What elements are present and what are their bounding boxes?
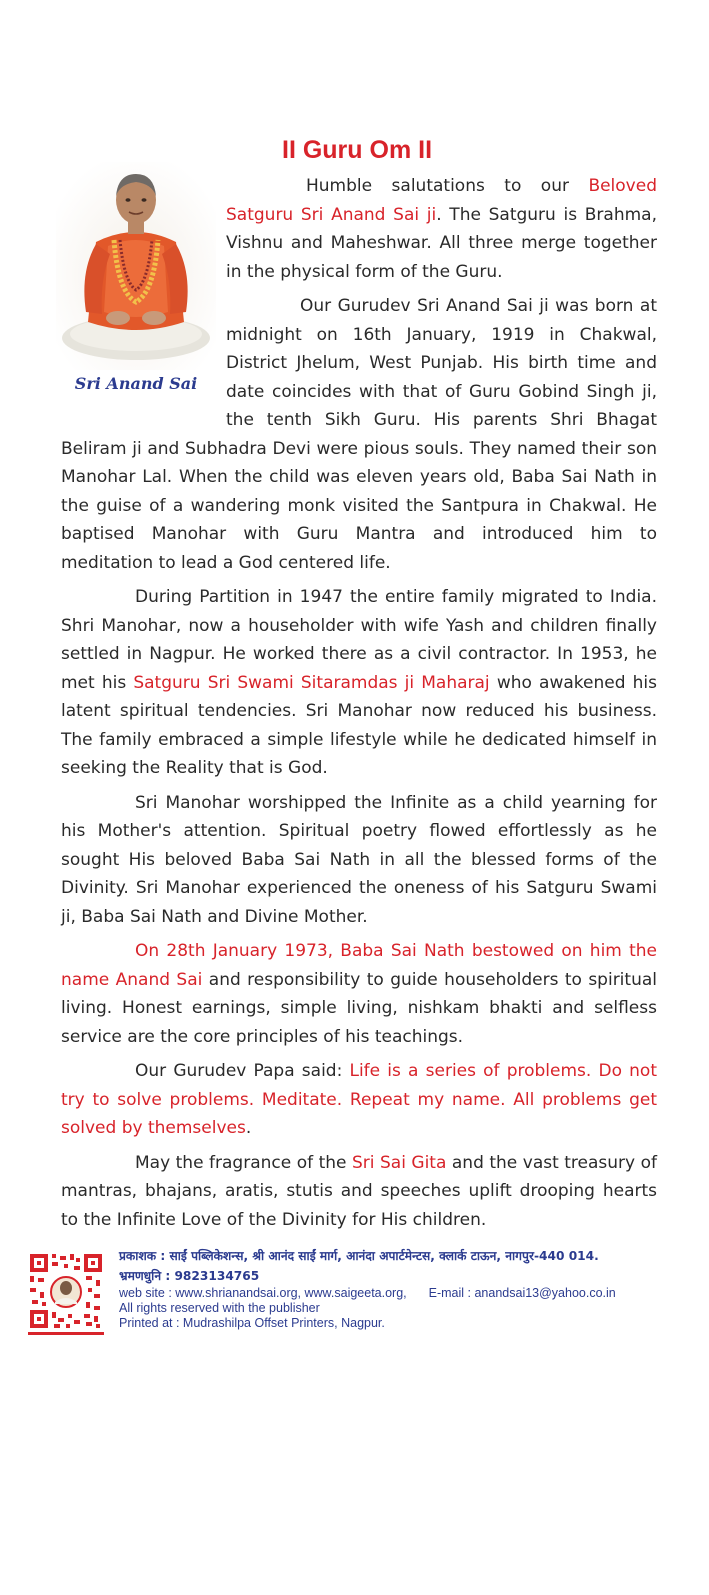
paragraph-1-text-a: Humble salutations to our	[306, 176, 589, 196]
printer-line: Printed at : Mudrashilpa Offset Printers, Nagpur.	[119, 1316, 385, 1330]
portrait-spacer	[61, 172, 226, 432]
paragraph-6-highlight: Life is a series of problems. Do not try to solve problems. Meditate. Repeat my name. All problems get solved by themselves	[61, 1061, 657, 1138]
footer-text	[119, 1246, 709, 1331]
paragraph-3	[61, 583, 657, 783]
paragraph-7	[61, 1149, 657, 1235]
publisher-address: प्रकाशक : साईं पब्लिकेशन्स, श्री आनंद साईं मार्ग, आनंदा अपार्टमेन्टस, क्लार्क टाऊन, नागपुर-440 014.	[119, 1249, 599, 1263]
paragraph-5-highlight: On 28th January 1973, Baba Sai Nath bestowed on him the name Anand Sai	[61, 941, 657, 990]
paragraph-7-highlight: Sri Sai Gita	[351, 1152, 447, 1173]
paragraph-2: Our Gurudev Sri Anand Sai ji was born at midnight on 16th January, 1919 in Chakwal, District Jhelum, West Punjab. His birth time and date coincides with that of Guru Gobind Singh ji, the tenth Sikh Guru. His parents Shri Bhagat Beliram ji and Subhadra Devi were pious souls. They named their son Manohar Lal. When the child was eleven years old, Baba Sai Nath in the guise of a wandering monk visited the Santpura in Chakwal. He baptised Manohar with Guru Mantra and introduced him to meditation to lead a God centered life.	[61, 296, 657, 573]
paragraph-6	[61, 1057, 657, 1143]
website-line	[119, 1286, 709, 1301]
paragraph-7-text-c: and the vast treasury of mantras, bhajans, aratis, stutis and speeches uplift drooping hearts to the Infinite Love of the Divinity for His children.	[61, 1152, 657, 1230]
email-text: E-mail : anandsai13@yahoo.co.in	[428, 1286, 616, 1300]
paragraph-5-text-b: and responsibility to guide householders to spiritual living. Honest earnings, simple living, nishkam bhakti and selfless service are the core principles of his teachings.	[61, 969, 657, 1047]
paragraph-6-text-a: Our Gurudev Papa said:	[135, 1061, 350, 1081]
paragraph-3-highlight: Satguru Sri Swami Sitaramdas ji Maharaj	[133, 672, 490, 693]
paragraph-6-text-c: .	[245, 1118, 252, 1138]
page-title: II Guru Om II	[282, 136, 433, 164]
website-text: web site : www.shrianandsai.org, www.saigeeta.org,	[119, 1286, 407, 1300]
paragraph-3-text-a: During Partition in 1947 the entire family migrated to India. Shri Manohar, now a householder with wife Yash and children finally settled in Nagpur. He worked there as a civil contractor. In 1953, he met his	[61, 587, 657, 693]
paragraph-3-text-c: who awakened his latent spiritual tendencies. Sri Manohar now reduced his business. The family embraced a simple lifestyle while he dedicated himself in seeking the Reality that is God.	[61, 672, 658, 778]
paragraph-5	[61, 937, 657, 1051]
paragraph-1-text-c: . The Satguru is Brahma, Vishnu and Maheshwar. All three merge together in the physical form of the Guru.	[226, 204, 657, 282]
publisher-phone: भ्रमणधुनि : 9823134765	[119, 1269, 260, 1283]
portrait-caption: Sri Anand Sai	[74, 374, 198, 393]
rights-line: All rights reserved with the publisher	[119, 1301, 320, 1315]
paragraph-1-highlight: Beloved Satguru Sri Anand Sai ji	[226, 176, 657, 225]
paragraph-7-text-a: May the fragrance of the	[135, 1152, 352, 1173]
article-body	[61, 172, 657, 1240]
paragraph-4: Sri Manohar worshipped the Infinite as a child yearning for his Mother's attention. Spiritual poetry flowed effortlessly as he sought His beloved Baba Sai Nath in all the blessed forms of the Divinity. Sri Manohar experienced the oneness of his Satguru Swami ji, Baba Sai Nath and Divine Mother.	[61, 792, 657, 927]
qr-code-image	[28, 1252, 104, 1338]
